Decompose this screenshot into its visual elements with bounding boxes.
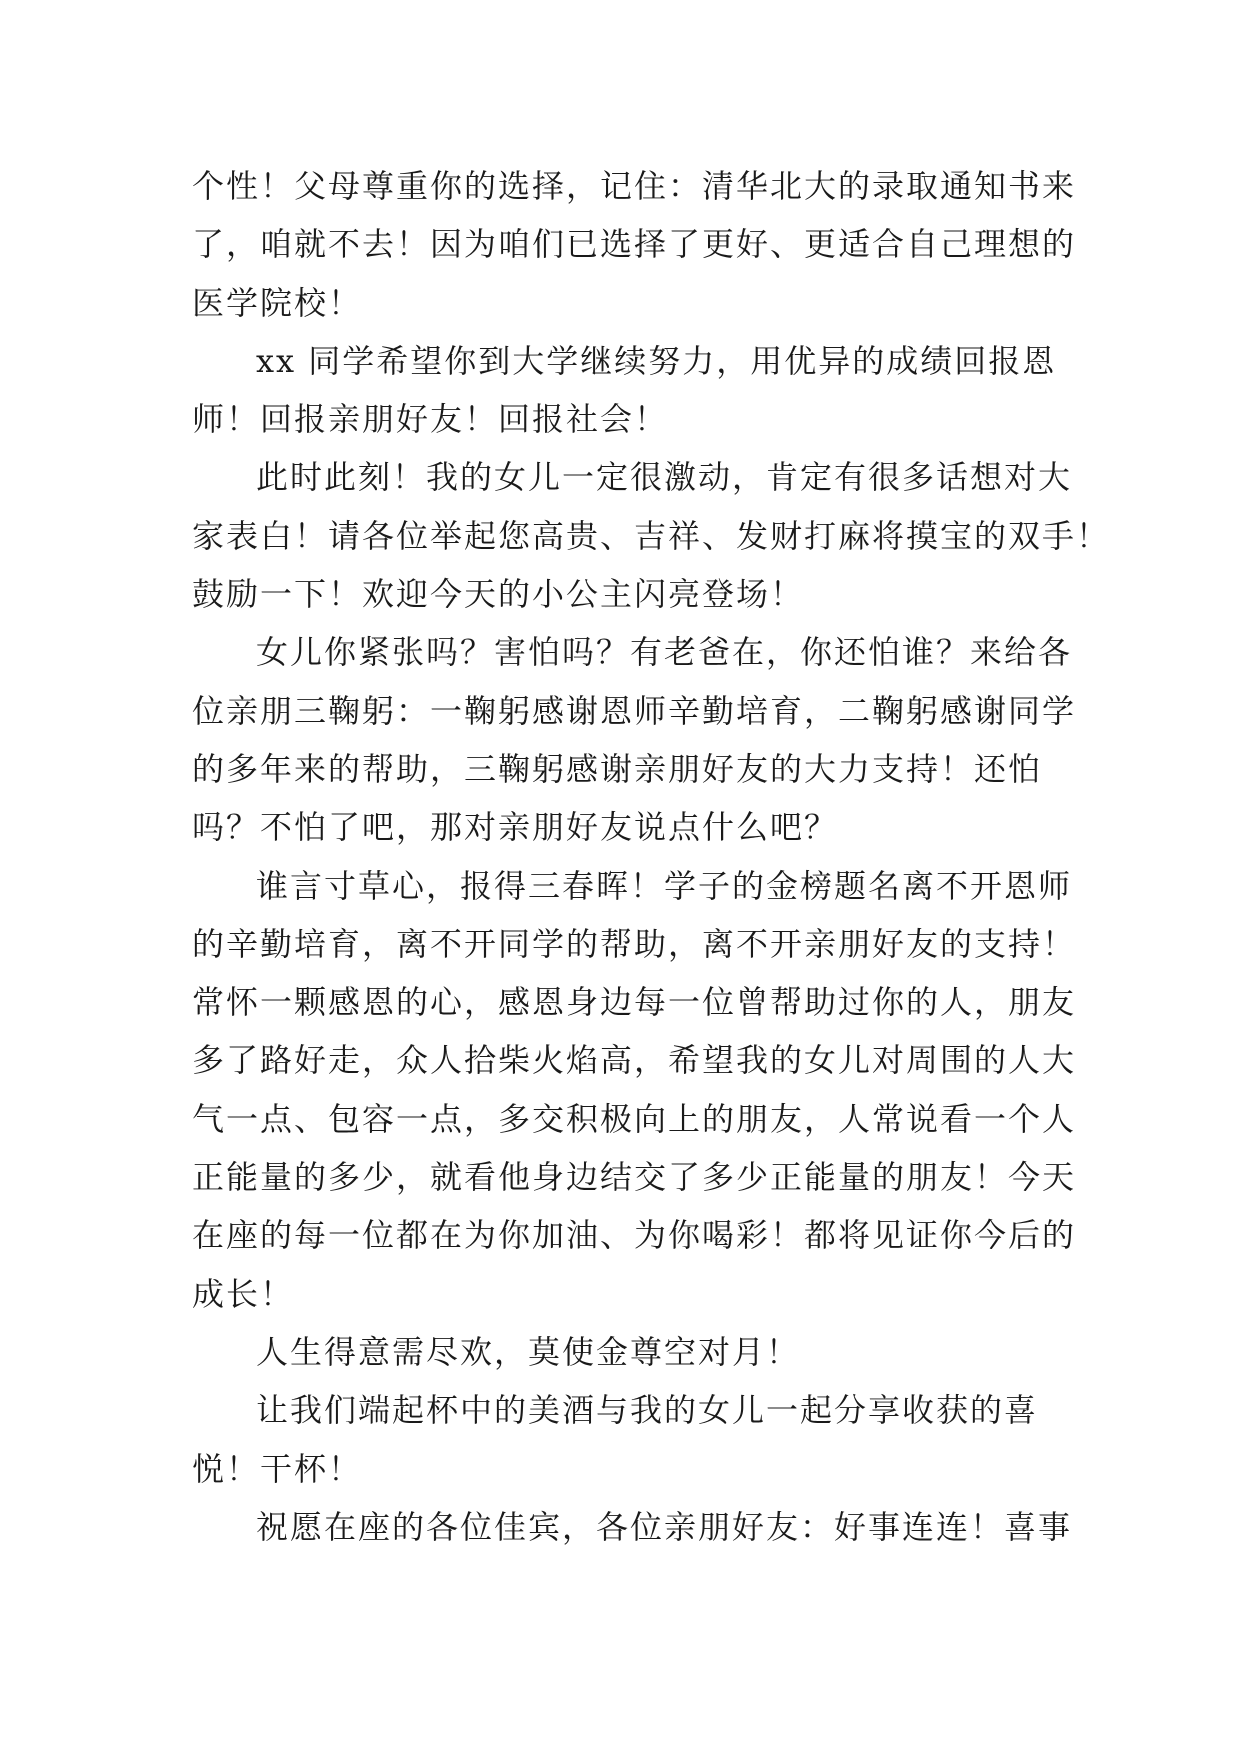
paragraph-first-line: 人生得意需尽欢，莫使金尊空对月！ (256, 1332, 801, 1371)
paragraph-first-line: 此时此刻！我的女儿一定很激动，肯定有很多话想对大 (256, 458, 1073, 497)
text-line: 气一点、包容一点，多交积极向上的朋友，人常说看一个人 (192, 1099, 1077, 1138)
text-line: 悦！干杯！ (192, 1449, 363, 1488)
paragraph-first-line: 女儿你紧张吗？害怕吗？有老爸在，你还怕谁？来给各 (256, 633, 1073, 672)
paragraph-first-line: 谁言寸草心，报得三春晖！学子的金榜题名离不开恩师 (256, 866, 1073, 905)
paragraph-first-line: 让我们端起杯中的美酒与我的女儿一起分享收获的喜 (256, 1391, 1039, 1430)
document-body (192, 157, 1111, 1556)
text-line: 多了路好走，众人拾柴火焰高，希望我的女儿对周围的人大 (192, 1041, 1077, 1080)
text-line: 师！回报亲朋好友！回报社会！ (192, 400, 669, 439)
text-line: 常怀一颗感恩的心，感恩身边每一位曾帮助过你的人，朋友 (192, 983, 1077, 1022)
text-line: 正能量的多少，就看他身边结交了多少正能量的朋友！今天 (192, 1158, 1077, 1197)
paragraph-first-line: 祝愿在座的各位佳宾，各位亲朋好友：好事连连！喜事 (256, 1507, 1073, 1546)
text-line: 位亲朋三鞠躬：一鞠躬感谢恩师辛勤培育，二鞠躬感谢同学 (192, 691, 1077, 730)
text-line: 家表白！请各位举起您高贵、吉祥、发财打麻将摸宝的双手！ (192, 516, 1111, 555)
paragraph-first-line: xx 同学希望你到大学继续努力，用优异的成绩回报恩 (256, 341, 1057, 380)
text-line: 在座的每一位都在为你加油、为你喝彩！都将见证你今后的 (192, 1216, 1077, 1255)
text-line: 了，咱就不去！因为咱们已选择了更好、更适合自己理想的 (192, 225, 1077, 264)
text-line: 吗？不怕了吧，那对亲朋好友说点什么吧？ (192, 808, 839, 847)
text-line: 个性！父母尊重你的选择，记住：清华北大的录取通知书来 (192, 167, 1077, 205)
text-line: 的多年来的帮助，三鞠躬感谢亲朋好友的大力支持！还怕 (192, 749, 1043, 788)
text-line: 的辛勤培育，离不开同学的帮助，离不开亲朋好友的支持！ (192, 924, 1077, 963)
text-line: 鼓励一下！欢迎今天的小公主闪亮登场！ (192, 575, 805, 614)
text-line: 成长！ (192, 1274, 295, 1313)
text-line: 医学院校！ (192, 283, 363, 322)
